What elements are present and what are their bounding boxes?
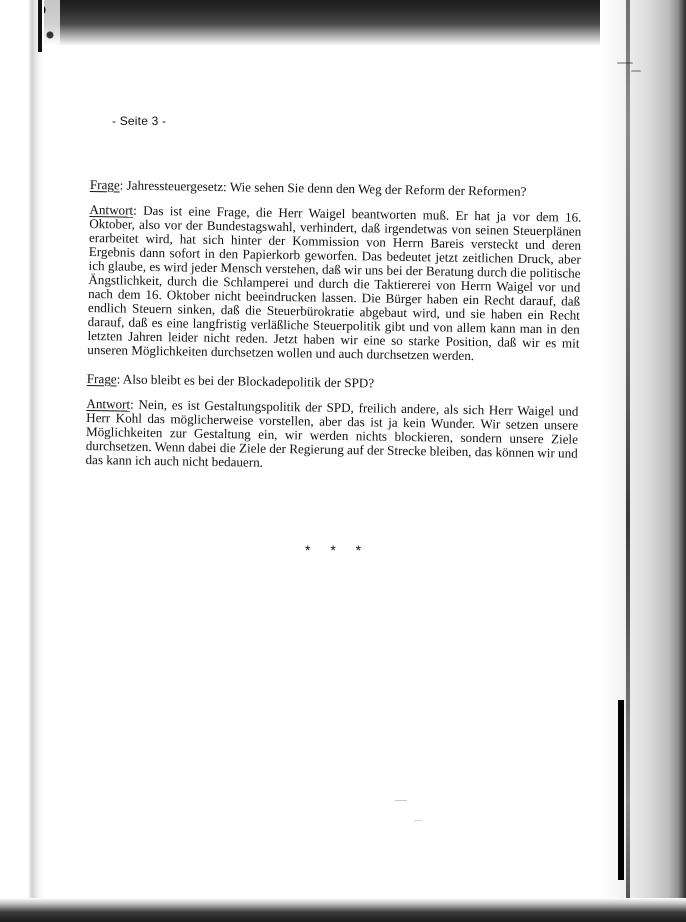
scan-left-mark <box>38 0 42 52</box>
question-label: Frage <box>89 177 120 193</box>
answer-paragraph <box>87 203 581 365</box>
scan-top-border <box>0 0 686 46</box>
answer-label: Antwort <box>86 395 131 412</box>
scan-bottom-border <box>0 898 686 922</box>
question-text: : Jahressteuergesetz: Wie sehen Sie denn den Weg der Reform der Reformen? <box>119 177 527 199</box>
question-paragraph <box>90 178 582 200</box>
page-number: - Seite 3 - <box>112 114 167 128</box>
question-paragraph <box>87 372 579 394</box>
question-text: : Also bleibt es bei der Blockadepolitik der SPD? <box>116 371 375 391</box>
scan-smudge <box>395 800 407 801</box>
answer-text: : Das ist eine Frage, die Herr Waigel beantworten muß. Er hat ja vor dem 16. Oktober, also vor der Bundestagswahl, verhindert, daß irgendetwas von seinen Steuerplänen erarbeitet wird, hat sich hinter der Kommission von Herrn Bareis versteckt und deren Ergebnis dann sofort in den Papierkorb geworfen. Das bedeutet jetzt zeitlichen Druck, aber ich glaube, es wird jeder Mensch verstehen, daß wir uns bei der Beratung durch die politische Ängstlichkeit, durch die Schlamperei und durch die Taktiererei von Herrn Waigel vor und nach dem 16. Oktober nicht beeindrucken lassen. Die Bürger haben ein Recht darauf, daß endlich Steuern sinken, daß die Steuerbürokratie abgebaut wird, und sie haben ein Recht darauf, daß es eine langfristig verläßliche Steuerpolitik gibt und von allem kann man in den letzten Jahren leider nicht reden. Jetzt haben wir eine so starke Position, daß wir es mit unseren Möglichkeiten durchsetzen wollen und auch durchsetzen werden. <box>87 202 582 364</box>
interview-text <box>85 178 582 490</box>
answer-paragraph <box>85 397 578 475</box>
scan-right-stripe <box>626 0 630 922</box>
answer-text: : Nein, es ist Gestaltungspolitik der SPD, freilich andere, als sich Herr Waigel und Herr Kohl das möglicherweise vorstellen, aber das ist ja kein Wunder. Wir setzen unsere Möglichkeiten zur Gestaltung ein, wir werden nichts blockieren, sondern unsere Ziele durchsetzen. Wenn dabei die Ziele der Regierung auf der Strecke bleiben, das können wir und das kann ich auch nicht bedauern. <box>85 396 579 470</box>
scan-smudge <box>617 62 633 64</box>
end-of-text-mark: * * * <box>305 542 370 558</box>
answer-label: Antwort <box>89 201 134 218</box>
scan-right-border <box>600 0 686 922</box>
scan-right-mark <box>618 700 624 880</box>
scan-left-border <box>0 0 44 922</box>
scan-smudge <box>631 70 641 72</box>
scan-smudge <box>414 820 422 821</box>
question-label: Frage <box>86 370 117 387</box>
